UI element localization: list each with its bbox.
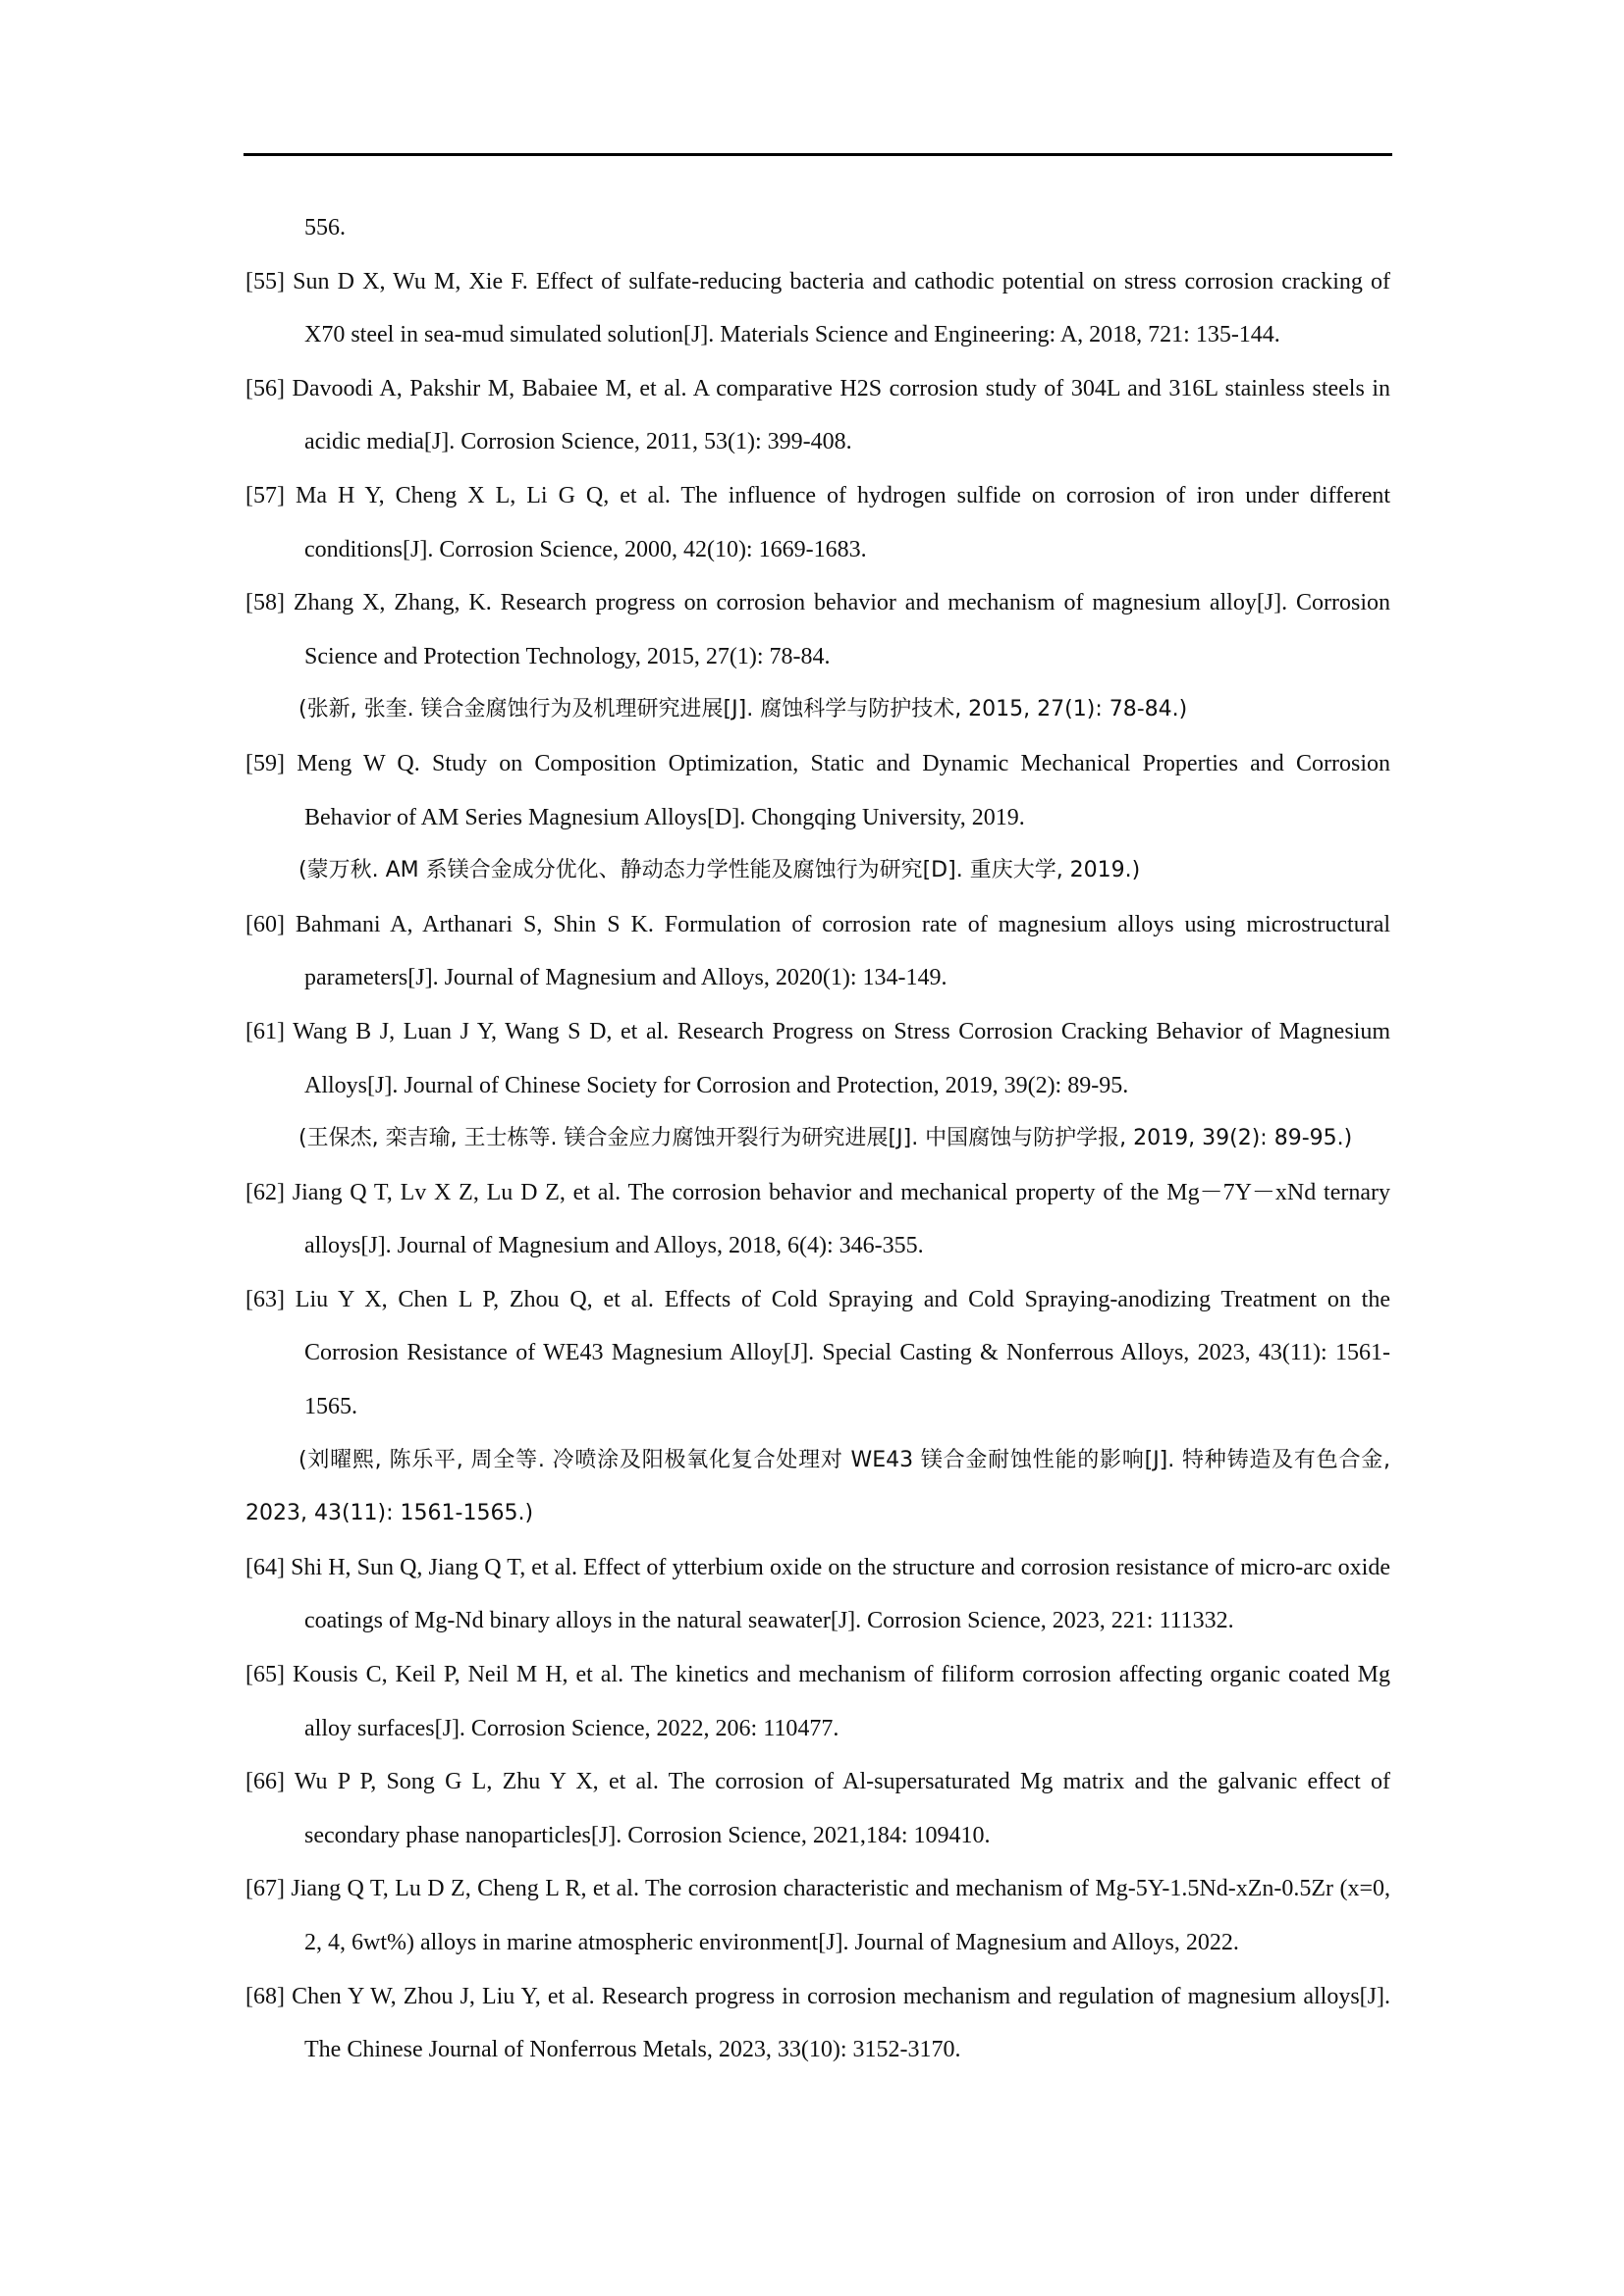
reference-61-chinese: (王保杰, 栾吉瑜, 王士栋等. 镁合金应力腐蚀开裂行为研究进展[J]. 中国腐蚀与防护学报, 2019, 39(2): 89-95.) — [298, 1126, 1353, 1151]
reference-56 — [245, 362, 1390, 469]
reference-57 — [245, 469, 1390, 576]
reference-number: [60] — [245, 911, 285, 937]
reference-text: Liu Y X, Chen L P, Zhou Q, et al. Effects of Cold Spraying and Cold Spraying-anodizing Treatment on the Corrosion Resistance of WE43 Magnesium Alloy[J]. Special Casting & Nonferrous Alloys, 2023, 43(11): 1561-1565. — [295, 1286, 1390, 1420]
reference-66 — [245, 1755, 1390, 1862]
reference-number: [62] — [245, 1179, 285, 1205]
reference-55 — [245, 255, 1390, 362]
reference-number: [61] — [245, 1018, 285, 1044]
reference-number: [64] — [245, 1554, 285, 1580]
reference-text: Bahmani A, Arthanari S, Shin S K. Formulation of corrosion rate of magnesium alloys using microstructural parameters[J]. Journal of Magnesium and Alloys, 2020(1): 134-149. — [295, 911, 1391, 991]
reference-58 — [245, 576, 1390, 683]
header-rule — [244, 153, 1392, 156]
reference-number: [56] — [245, 375, 285, 401]
reference-text: Chen Y W, Zhou J, Liu Y, et al. Research progress in corrosion mechanism and regulation of magnesium alloys[J]. The Chinese Journal of Nonferrous Metals, 2023, 33(10): 3152-3170. — [292, 1983, 1390, 2063]
reference-continuation: 556. — [304, 215, 346, 240]
reference-text: Jiang Q T, Lu D Z, Cheng L R, et al. The corrosion characteristic and mechanism of Mg-5Y-1.5Nd-xZn-0.5Zr (x=0, 2, 4, 6wt%) alloys in marine atmospheric environment[J]. Journal of Magnesium and Alloys, 2022. — [291, 1876, 1390, 1955]
reference-number: [68] — [245, 1983, 285, 2009]
reference-text: Meng W Q. Study on Composition Optimization, Static and Dynamic Mechanical Properties and Corrosion Behavior of AM Series Magnesium Alloys[D]. Chongqing University, 2019. — [297, 750, 1390, 830]
reference-list — [245, 201, 1390, 2077]
reference-text: Jiang Q T, Lv X Z, Lu D Z, et al. The corrosion behavior and mechanical property of the Mg－7Y－xNd ternary alloys[J]. Journal of Magnesium and Alloys, 2018, 6(4): 346-355. — [292, 1179, 1390, 1259]
reference-text: Shi H, Sun Q, Jiang Q T, et al. Effect of ytterbium oxide on the structure and corrosion resistance of micro-arc oxide coatings of Mg-Nd binary alloys in the natural seawater[J]. Corrosion Science, 2023, 221: 111332. — [291, 1554, 1391, 1634]
reference-text: Sun D X, Wu M, Xie F. Effect of sulfate-reducing bacteria and cathodic potential on stress corrosion cracking of X70 steel in sea-mud simulated solution[J]. Materials Science and Engineering: A, 2018, 721: 135-144. — [293, 268, 1390, 348]
reference-63 — [245, 1273, 1390, 1434]
reference-number: [65] — [245, 1662, 285, 1688]
reference-text: Kousis C, Keil P, Neil M H, et al. The kinetics and mechanism of filiform corrosion affecting organic coated Mg alloy surfaces[J]. Corrosion Science, 2022, 206: 110477. — [292, 1662, 1391, 1741]
reference-59-chinese: (蒙万秋. AM 系镁合金成分优化、静动态力学性能及腐蚀行为研究[D]. 重庆大学, 2019.) — [298, 858, 1141, 883]
reference-63-chinese: (刘曜熙, 陈乐平, 周全等. 冷喷涂及阳极氧化复合处理对 WE43 镁合金耐蚀性能的影响[J]. 特种铸造及有色合金, 2023, 43(11): 1561-1565.) — [245, 1447, 1390, 1526]
reference-number: [67] — [245, 1876, 285, 1902]
reference-number: [66] — [245, 1769, 285, 1795]
reference-number: [59] — [245, 750, 285, 776]
reference-67 — [245, 1862, 1390, 1969]
reference-62 — [245, 1166, 1390, 1273]
reference-number: [58] — [245, 590, 285, 616]
reference-68 — [245, 1970, 1390, 2077]
reference-text: Wang B J, Luan J Y, Wang S D, et al. Research Progress on Stress Corrosion Cracking Behavior of Magnesium Alloys[J]. Journal of Chinese Society for Corrosion and Protection, 2019, 39(2): 89-95. — [293, 1018, 1390, 1098]
reference-61 — [245, 1005, 1390, 1112]
reference-58-chinese: (张新, 张奎. 镁合金腐蚀行为及机理研究进展[J]. 腐蚀科学与防护技术, 2015, 27(1): 78-84.) — [298, 697, 1188, 722]
reference-64 — [245, 1541, 1390, 1648]
reference-text: Zhang X, Zhang, K. Research progress on corrosion behavior and mechanism of magnesium alloy[J]. Corrosion Science and Protection Technology, 2015, 27(1): 78-84. — [293, 590, 1391, 669]
reference-text: Ma H Y, Cheng X L, Li G Q, et al. The influence of hydrogen sulfide on corrosion of iron under different conditions[J]. Corrosion Science, 2000, 42(10): 1669-1683. — [295, 482, 1391, 562]
reference-65 — [245, 1648, 1390, 1755]
reference-number: [63] — [245, 1286, 285, 1312]
reference-text: Wu P P, Song G L, Zhu Y X, et al. The corrosion of Al-supersaturated Mg matrix and the galvanic effect of secondary phase nanoparticles[J]. Corrosion Science, 2021,184: 109410. — [294, 1769, 1390, 1848]
reference-59 — [245, 737, 1390, 844]
reference-number: [57] — [245, 482, 285, 508]
reference-60 — [245, 898, 1390, 1005]
reference-text: Davoodi A, Pakshir M, Babaiee M, et al. A comparative H2S corrosion study of 304L and 316L stainless steels in acidic media[J]. Corrosion Science, 2011, 53(1): 399-408. — [292, 375, 1390, 455]
reference-number: [55] — [245, 268, 285, 294]
